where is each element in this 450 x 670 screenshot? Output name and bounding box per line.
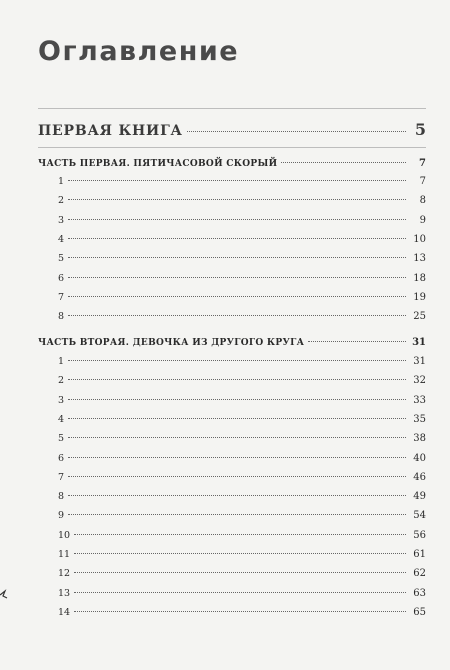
chapter-number: 11 (58, 549, 71, 560)
chapter-page-number: 7 (419, 176, 426, 187)
chapter-page-number: 19 (413, 291, 426, 303)
chapter-number: 1 (58, 356, 65, 367)
chapter-page-number: 61 (413, 549, 426, 560)
chapter-number: 6 (58, 452, 65, 464)
toc-chapter-row (58, 215, 426, 226)
leader-dots (187, 131, 406, 132)
chapter-number: 7 (58, 471, 65, 483)
chapter-page-number: 40 (413, 452, 426, 464)
chapter-number: 10 (58, 529, 71, 541)
title-divider (38, 108, 426, 109)
chapter-page-number: 38 (413, 433, 426, 445)
toc-entry-part-2 (38, 337, 426, 348)
chapter-number: 8 (58, 311, 65, 323)
leader-dots (68, 199, 406, 200)
chapter-page-number: 35 (413, 413, 426, 425)
page-top-edge (38, 0, 426, 8)
leader-dots (74, 534, 406, 535)
toc-chapter-row (58, 176, 426, 187)
toc-chapter-row (58, 311, 426, 322)
leader-dots (68, 476, 406, 477)
toc-chapter-row (58, 549, 426, 560)
leader-dots (68, 495, 406, 496)
leader-dots (74, 611, 406, 612)
chapter-page-number: 54 (413, 510, 426, 522)
chapter-page-number: 46 (413, 471, 426, 483)
book-divider (38, 147, 426, 148)
chapter-number: 14 (58, 606, 71, 618)
leader-dots (308, 341, 406, 342)
leader-dots (68, 257, 406, 258)
toc-entry-book (38, 120, 426, 139)
leader-dots (68, 457, 406, 458)
chapter-number: 13 (58, 587, 71, 599)
chapter-page-number: 33 (413, 394, 426, 406)
toc-entry-part-1 (38, 158, 426, 169)
chapter-page-number: 18 (413, 272, 426, 284)
part-1-page-number: 7 (419, 158, 426, 169)
toc-chapter-row (58, 433, 426, 444)
chapter-page-number: 31 (413, 356, 426, 367)
toc-chapter-row (58, 414, 426, 425)
chapter-page-number: 8 (419, 195, 426, 207)
part-2-page-number: 31 (412, 337, 426, 348)
part-2-label: ЧАСТЬ ВТОРАЯ. ДЕВОЧКА ИЗ ДРУГОГО КРУГА (38, 338, 305, 348)
toc-chapter-row (58, 395, 426, 406)
page-edge-mark (0, 588, 8, 602)
page-title: Оглавление (38, 36, 240, 67)
leader-dots (68, 514, 406, 515)
toc-chapter-row (58, 607, 426, 618)
chapter-page-number: 25 (413, 311, 426, 323)
toc-chapter-row (58, 356, 426, 367)
leader-dots (68, 219, 406, 220)
chapter-page-number: 65 (413, 606, 426, 618)
part-1-label: ЧАСТЬ ПЕРВАЯ. ПЯТИЧАСОВОЙ СКОРЫЙ (38, 159, 278, 169)
chapter-number: 8 (58, 491, 65, 503)
book-page-number: 5 (414, 120, 426, 139)
leader-dots (74, 572, 406, 573)
toc-chapter-row (58, 453, 426, 464)
toc-chapter-row (58, 530, 426, 541)
chapter-number: 1 (58, 176, 65, 187)
toc-chapter-row (58, 273, 426, 284)
leader-dots (68, 437, 406, 438)
chapter-page-number: 32 (413, 375, 426, 387)
chapter-number: 4 (58, 413, 65, 425)
toc-chapter-row (58, 292, 426, 303)
chapter-number: 4 (58, 233, 65, 245)
chapter-number: 7 (58, 291, 65, 303)
chapter-page-number: 9 (419, 214, 426, 226)
chapter-number: 5 (58, 253, 65, 265)
chapter-page-number: 49 (413, 491, 426, 503)
toc-chapter-row (58, 491, 426, 502)
leader-dots (68, 296, 406, 297)
chapter-number: 9 (58, 510, 65, 522)
leader-dots (68, 399, 406, 400)
chapter-number: 2 (58, 195, 65, 207)
chapter-number: 5 (58, 433, 65, 445)
chapter-number: 3 (58, 394, 65, 406)
toc-chapter-row (58, 472, 426, 483)
chapter-page-number: 62 (413, 568, 426, 580)
toc-chapter-row (58, 568, 426, 579)
chapter-page-number: 63 (413, 587, 426, 599)
chapter-number: 6 (58, 272, 65, 284)
toc-chapter-row (58, 195, 426, 206)
leader-dots (68, 238, 406, 239)
toc-chapter-row (58, 234, 426, 245)
leader-dots (68, 418, 406, 419)
leader-dots (281, 162, 406, 163)
leader-dots (68, 360, 406, 361)
toc-chapter-row (58, 375, 426, 386)
chapter-number: 12 (58, 568, 71, 580)
chapter-page-number: 56 (413, 529, 426, 541)
chapter-page-number: 10 (413, 233, 426, 245)
leader-dots (68, 379, 406, 380)
chapter-page-number: 13 (413, 253, 426, 265)
toc-chapter-row (58, 510, 426, 521)
book-label: ПЕРВАЯ КНИГА (38, 123, 183, 139)
leader-dots (68, 180, 406, 181)
toc-chapter-row (58, 588, 426, 599)
leader-dots (68, 315, 406, 316)
leader-dots (74, 592, 406, 593)
leader-dots (68, 277, 406, 278)
chapter-number: 3 (58, 214, 65, 226)
chapter-number: 2 (58, 375, 65, 387)
leader-dots (74, 553, 406, 554)
toc-chapter-row (58, 253, 426, 264)
